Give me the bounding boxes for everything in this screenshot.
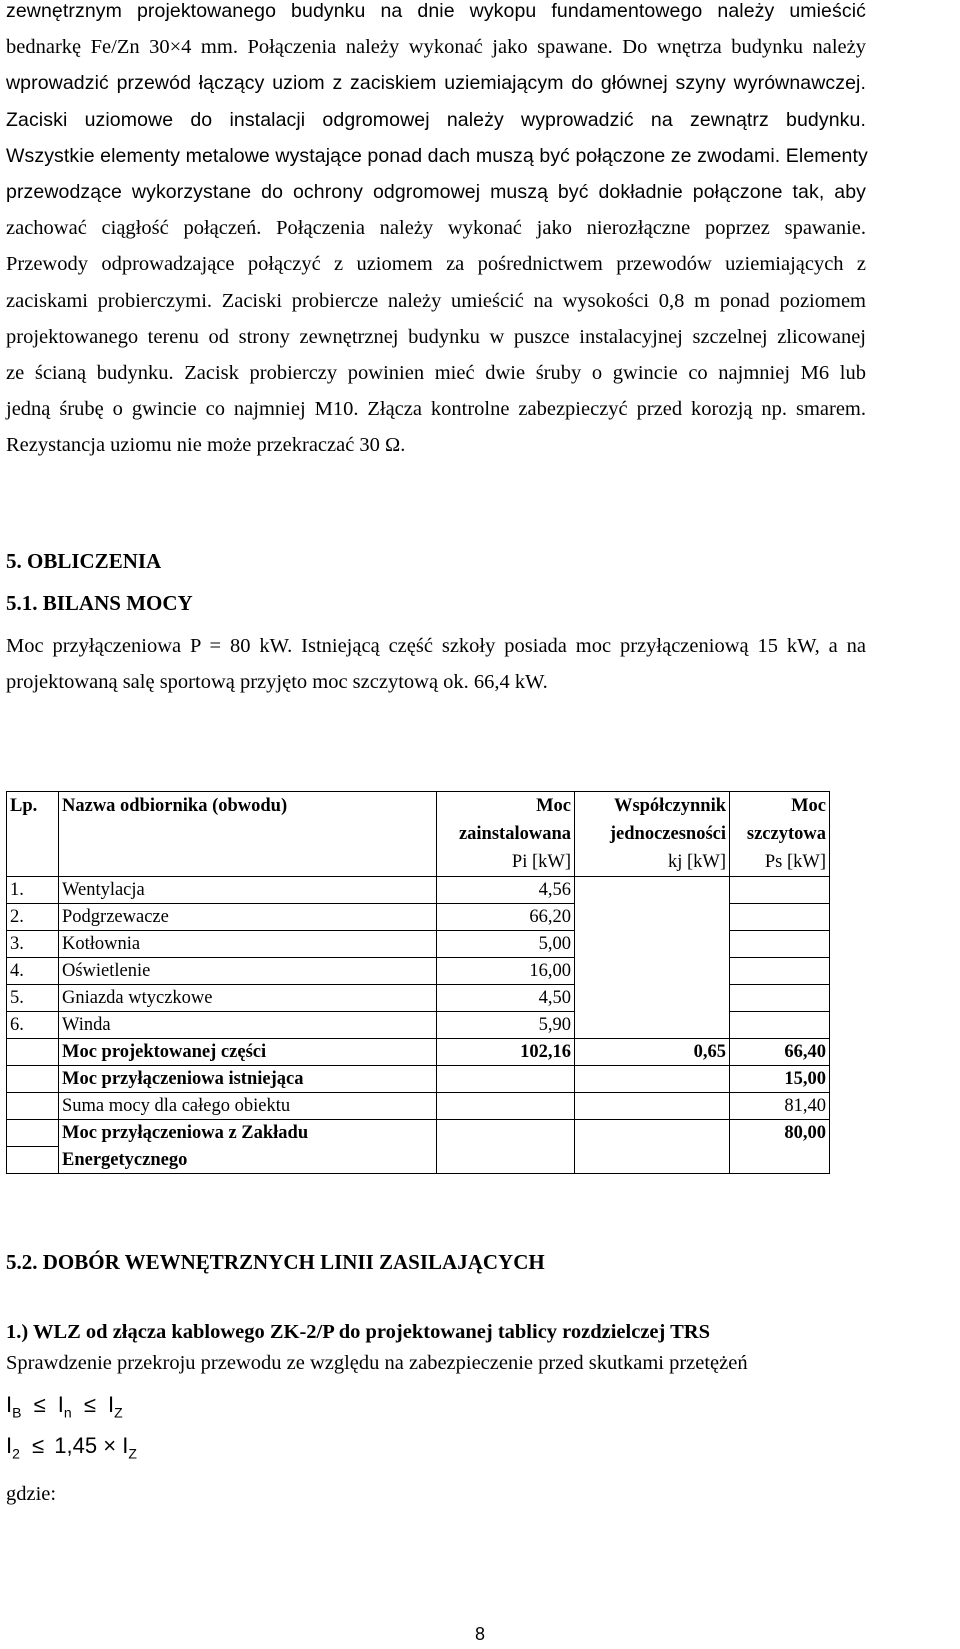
power-balance-table [6,791,830,1174]
cell-empty [7,1147,59,1174]
table-header-row [7,792,830,877]
cell-name: Oświetlenie [59,958,437,985]
cell-name: Gniazda wtyczkowe [59,985,437,1012]
table-row [7,958,830,985]
cell-empty [575,904,730,931]
cell-empty [575,877,730,904]
cell-empty [730,877,830,904]
cell-name: Moc przyłączeniowa z Zakładu [59,1120,437,1147]
cell-empty [730,931,830,958]
text-line: Moc przyłączeniowa P = 80 kW. Istniejącą część szkoły posiada moc przyłączeniową 15 kW, a na [6,635,866,657]
subsection-heading-1: 1.) WLZ od złącza kablowego ZK-2/P do projektowanej tablicy rozdzielczej TRS [6,1321,710,1343]
cell-ps: 80,00 [730,1120,830,1147]
text-line: projektowaną salę sportową przyjęto moc szczytową ok. 66,4 kW. [6,671,548,694]
cell-pi [437,1066,575,1093]
cell-pi: 102,16 [437,1039,575,1066]
table-row [7,985,830,1012]
cell-empty [730,958,830,985]
cell-ps: 15,00 [730,1066,830,1093]
text-line: zewnętrznym projektowanego budynku na dnie wykopu fundamentowego należy umieścić [6,0,866,22]
cell-name: Moc przyłączeniowa istniejąca [59,1066,437,1093]
cell-lp: 1. [7,877,59,904]
text-line: jedną śrubę o gwincie co najmniej M10. Złącza kontrolne zabezpieczyć przed korozją np. smarem. [6,398,866,421]
cell-empty [575,985,730,1012]
formula-i2-145-iz: $I_2 \le 1,45 \times I_Z$ [6,1433,137,1462]
cell-pi: 5,90 [437,1012,575,1039]
cell-lp: 4. [7,958,59,985]
intro-paragraph [6,0,866,464]
cell-lp: 2. [7,904,59,931]
cell-empty [7,1093,59,1120]
text-line: przewodzące wykorzystane do ochrony odgromowej muszą być dokładnie połączone tak, aby [6,181,866,204]
cell-empty [575,958,730,985]
text-line: Zaciski uziomowe do instalacji odgromowej należy wyprowadzić na zewnątrz budynku. [6,108,866,131]
header-moc-szczytowa: Moc szczytowa Ps [kW] [730,792,830,877]
cell-ps: 66,40 [730,1039,830,1066]
table-row-total-cont [7,1147,830,1174]
formula-ib-in-iz: $I_B \le I_n \le I_Z$ [6,1392,123,1421]
cell-empty [7,1039,59,1066]
cell-pi: 4,56 [437,877,575,904]
cell-ps: 81,40 [730,1093,830,1120]
table-row [7,1012,830,1039]
bilans-paragraph [6,628,866,700]
cell-empty [575,1120,730,1147]
cell-pi [437,1093,575,1120]
subsection-text: Sprawdzenie przekroju przewodu ze względu na zabezpieczenie przed skutkami przetężeń [6,1352,748,1374]
text-line: wprowadzić przewód łączący uziom z zaciskiem uziemiającym do głównej szyny wyrównawczej. [6,72,866,95]
header-lp: Lp. [7,792,59,877]
cell-name: Wentylacja [59,877,437,904]
cell-kj: 0,65 [575,1039,730,1066]
text-line: Przewody odprowadzające połączyć z uziomem za pośrednictwem przewodów uziemiających z [6,253,866,276]
cell-pi: 5,00 [437,931,575,958]
cell-empty [730,1147,830,1174]
cell-name: Suma mocy dla całego obiektu [59,1093,437,1120]
gdzie-label: gdzie: [6,1483,57,1505]
text-line: ze ścianą budynku. Zacisk probierczy powinien mieć dwie śruby o gwincie co najmniej M6 lub [6,362,866,385]
header-wspolczynnik: Współczynnik jednoczesności kj [kW] [575,792,730,877]
section-heading-5-2: 5.2. DOBÓR WEWNĘTRZNYCH LINII ZASILAJĄCYCH [6,1250,545,1274]
section-heading-5: 5. OBLICZENIA [6,549,162,573]
page-number: 8 [474,1624,485,1644]
table-row [7,877,830,904]
cell-empty [730,904,830,931]
cell-name: Moc projektowanej części [59,1039,437,1066]
cell-lp: 3. [7,931,59,958]
cell-kj [575,1066,730,1093]
text-line: Rezystancja uziomu nie może przekraczać 30 Ω. [6,434,406,457]
cell-name: Winda [59,1012,437,1039]
cell-empty [575,931,730,958]
table-row [7,904,830,931]
cell-empty [575,1147,730,1174]
cell-lp: 6. [7,1012,59,1039]
cell-empty [575,1012,730,1039]
cell-pi: 66,20 [437,904,575,931]
header-moc-zainstalowana: Moc zainstalowana Pi [kW] [437,792,575,877]
cell-empty [7,1066,59,1093]
text-line: bednarkę Fe/Zn 30×4 mm. Połączenia należy wykonać jako spawane. Do wnętrza budynku należy [6,36,866,59]
table-row [7,931,830,958]
table-row-summary [7,1039,830,1066]
text-line: Wszystkie elementy metalowe wystające ponad dach muszą być połączone ze zwodami. Elementy [6,144,868,167]
cell-empty [7,1120,59,1147]
table-row-summary [7,1093,830,1120]
cell-empty [437,1147,575,1174]
cell-lp: 5. [7,985,59,1012]
cell-empty [730,985,830,1012]
header-name: Nazwa odbiornika (obwodu) [59,792,437,877]
cell-pi: 4,50 [437,985,575,1012]
table-row-total [7,1120,830,1147]
cell-pi: 16,00 [437,958,575,985]
cell-name-cont: Energetycznego [59,1147,437,1174]
table-row-summary [7,1066,830,1093]
cell-empty [730,1012,830,1039]
cell-kj [575,1093,730,1120]
text-line: zachować ciągłość połączeń. Połączenia należy wykonać jako nierozłączne poprzez spawanie. [6,217,866,240]
text-line: zaciskami probierczymi. Zaciski probiercze należy umieścić na wysokości 0,8 m ponad poziomem [6,289,866,312]
text-line: projektowanego terenu od strony zewnętrznej budynku w puszce instalacyjnej szczelnej zlicowanej [6,325,866,348]
cell-empty [437,1120,575,1147]
section-heading-5-1: 5.1. BILANS MOCY [6,591,193,615]
cell-name: Kotłownia [59,931,437,958]
cell-name: Podgrzewacze [59,904,437,931]
